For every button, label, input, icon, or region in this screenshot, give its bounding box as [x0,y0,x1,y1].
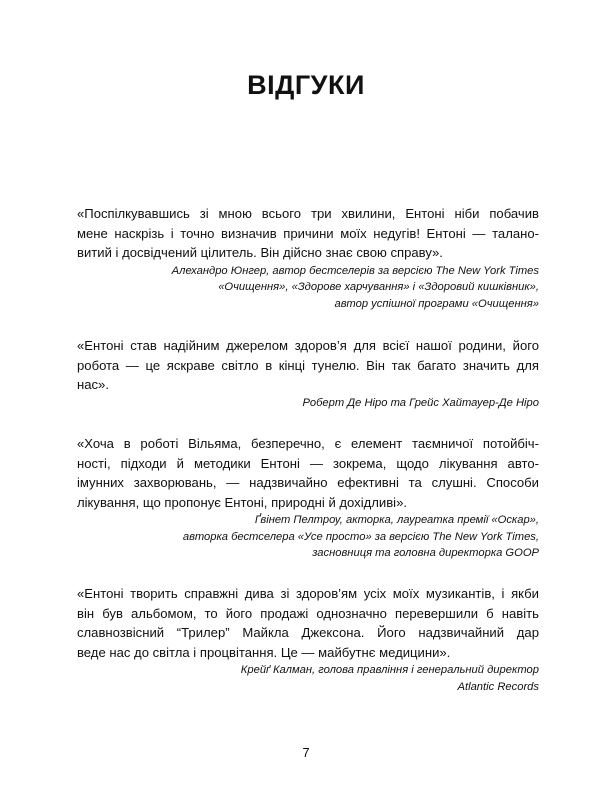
quote-line: «Ентоні творить справжні дива зі здоров’ям усіх моїх музикантів, і якби [77,586,539,601]
quote-line: лікування, що пропонує Ентоні, природні й дохідливі». [77,494,408,510]
review-paltrow [77,434,539,562]
page-number: 7 [302,745,310,760]
attribution-line: «Очищення», «Здорове харчування» і «Здоровий кишківник», [218,281,539,293]
attribution-line: засновниця та головна директорка GOOP [312,547,539,559]
attribution-line: Atlantic Records [457,680,539,693]
review-kallman [77,584,539,695]
quote-line: «Ентоні став надійним джерелом здоров’я для всієї нашої родини, його [77,338,539,353]
attribution-line: авторка бестселера «Усе просто» за версією The New York Times, [182,530,539,543]
quote-line: він був альбомом, то його продажі однозначно перевершили б навіть [77,605,539,621]
review-aleandro-junger [77,204,539,312]
quote-line: мене наскрізь і точно визначив причини моїх недугів! Ентоні — талано- [77,225,539,241]
quote-line: імунних захворювань, — надзвичайно ефективні та слушні. Способи [77,475,539,490]
quote-line: витий і досвідчений цілитель. Він дійсно знає свою справу». [77,245,443,260]
quote-line: нас». [77,377,109,392]
quote-line: «Хоча в роботі Вільяма, безперечно, є елемент таємничої потойбіч- [77,436,539,451]
attribution-line: Алехандро Юнгер, автор бестселерів за версією The New York Times [171,264,539,277]
attribution-line: автор успішної програми «Очищення» [334,297,539,310]
attribution-line: Крейґ Калман, голова правління і генеральний директор [240,664,539,676]
quote-line: «Поспілкувавшись зі мною всього три хвилини, Ентоні ніби побачив [77,206,539,221]
quote-line: веде нас до світла і процвітання. Це — майбутнє медицини». [77,644,451,660]
quote-line: робота — це яскраве світло в кінці тунелю. Він так багато значить для [77,357,539,373]
quote-line: ності, підходи й методики Ентоні — зокрема, щодо лікування авто- [77,455,539,471]
attribution-line: Роберт Де Ніро та Грейс Хайтауер-Де Ніро [302,396,539,409]
review-de-niro [77,336,539,411]
attribution-line: Ґвінет Пелтроу, акторка, лауреатка премії «Оскар», [254,514,539,526]
quote-line: славнозвісний “Трилер” Майкла Джексона. Його надзвичайний дар [77,625,539,640]
page-title: ВІДГУКИ [247,70,365,100]
